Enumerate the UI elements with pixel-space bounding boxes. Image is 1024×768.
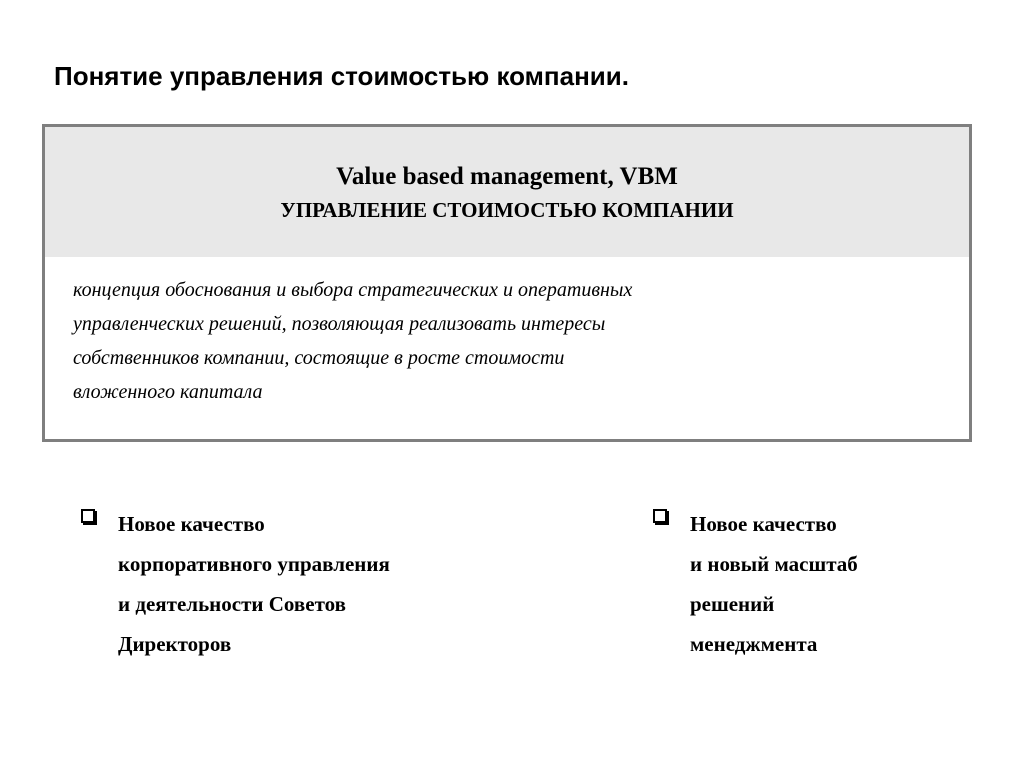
bullet-line: и деятельности Советов <box>118 592 346 616</box>
checkbox-bullet-icon <box>653 509 667 523</box>
checkbox-bullet-icon <box>81 509 95 523</box>
bullet-item <box>80 504 390 664</box>
definition-text <box>73 273 933 409</box>
bullet-line: решений <box>690 592 775 616</box>
bullet-line: и новый масштаб <box>690 552 858 576</box>
bullet-item <box>652 504 858 664</box>
bullet-line: менеджмента <box>690 632 818 656</box>
bullet-line: корпоративного управления <box>118 552 390 576</box>
bullet-management-decisions <box>652 504 858 664</box>
definition-text-line: управленческих решений, позволяющая реализовать интересы <box>73 313 606 335</box>
bullet-line: Директоров <box>118 632 232 656</box>
definition-box <box>42 124 972 442</box>
definition-title-english: Value based management, VBM <box>336 163 678 190</box>
bullet-line: Новое качество <box>118 512 265 536</box>
bullet-line: Новое качество <box>690 512 837 536</box>
definition-text-line: концепция обоснования и выбора стратегических и оперативных <box>73 279 633 301</box>
slide-title: Понятие управления стоимостью компании. <box>54 61 629 91</box>
definition-title-russian: УПРАВЛЕНИЕ СТОИМОСТЬЮ КОМПАНИИ <box>280 198 734 222</box>
definition-text-line: вложенного капитала <box>73 381 263 403</box>
bullet-corporate-governance <box>80 504 390 664</box>
definition-text-line: собственников компании, состоящие в росте стоимости <box>73 347 565 369</box>
definition-header <box>45 127 969 257</box>
